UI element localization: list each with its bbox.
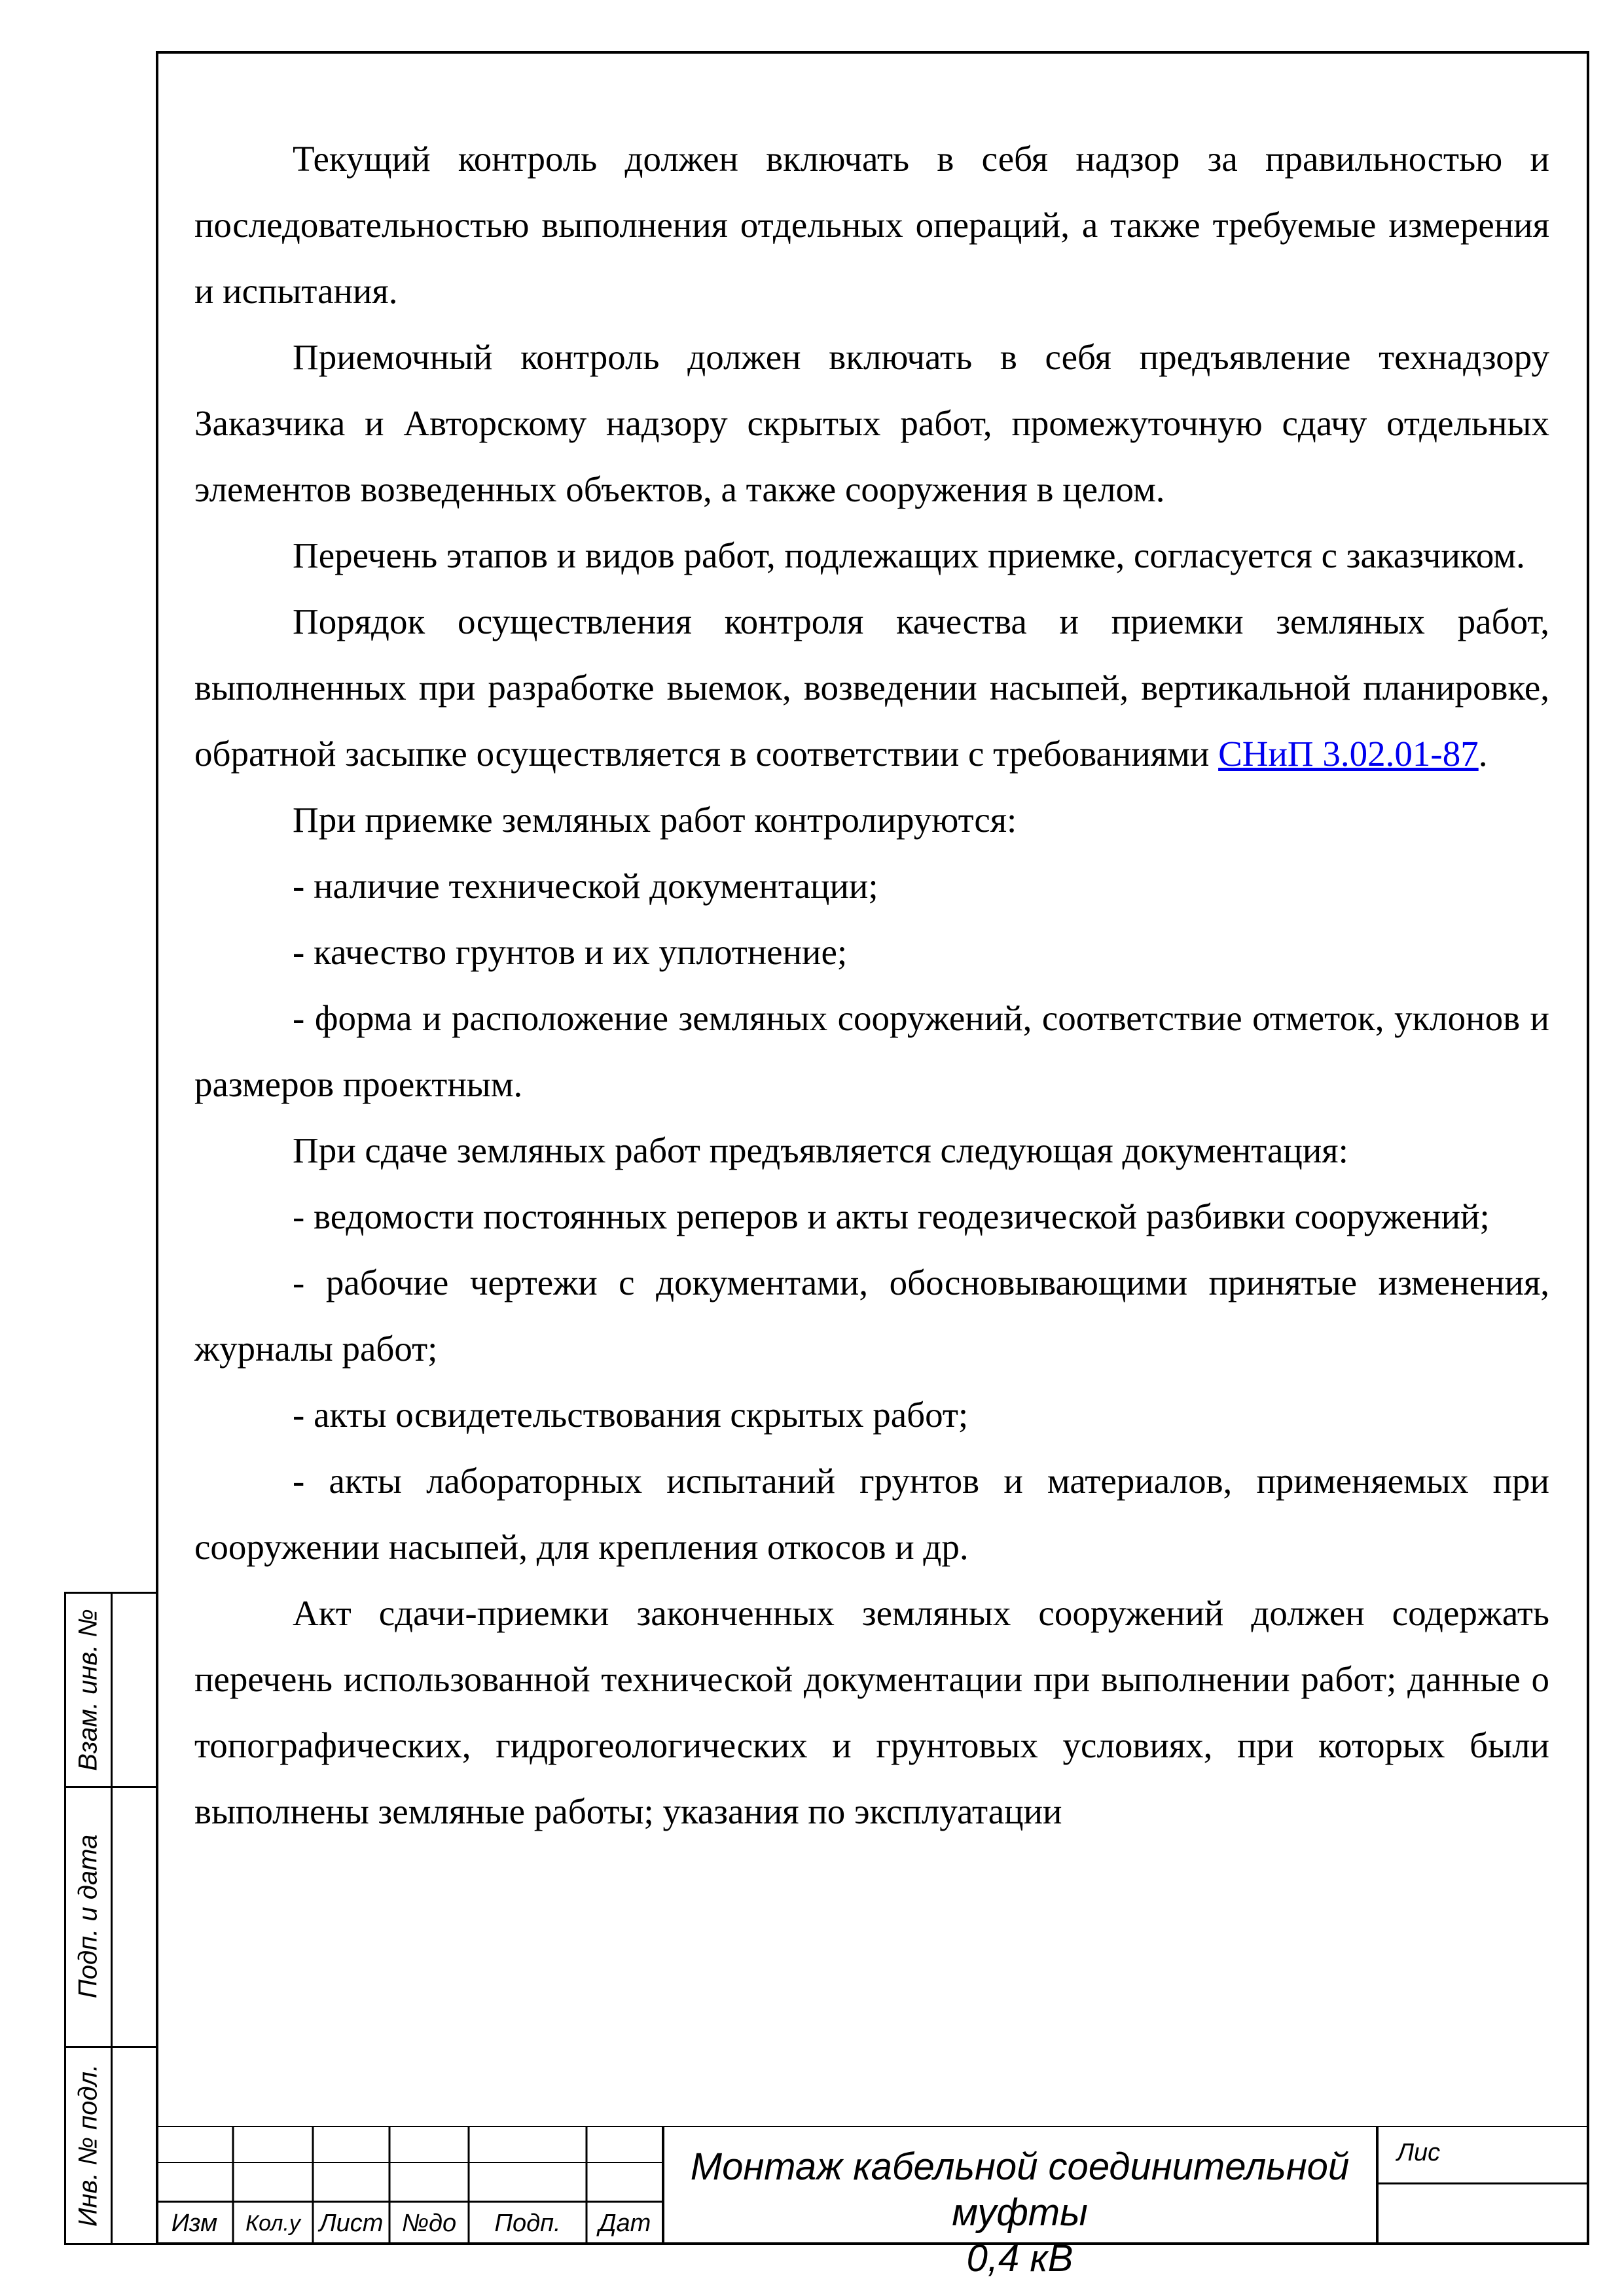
document-title <box>663 2144 1377 2282</box>
document-body <box>194 126 1549 1844</box>
header-kol: Кол.у <box>245 2211 300 2236</box>
side-stamp-podp <box>64 1786 156 2048</box>
side-label-podp: Подп. и дата <box>73 1834 103 1998</box>
paragraph-current-control: Текущий контроль должен включать в себя надзор за правильностью и последовательностью выполнения отдельных операций, а также требуемые измерения и испытания. <box>194 139 1549 311</box>
paragraph-procedure <box>194 588 1549 787</box>
header-doc: №до <box>401 2210 457 2237</box>
side-label-vzam: Взам. инв. № <box>73 1609 103 1771</box>
side-stamp-vzam <box>64 1592 156 1788</box>
procedure-text: Порядок осуществления контроля качества и приемки земляных работ, выполненных при разработке выемок, возведении насыпей, вертикальной планировке, обратной засыпке осуществляется в соответствии с требованиями <box>194 601 1549 774</box>
list-item: - акты лабораторных испытаний грунтов и материалов, применяемых при сооружении насыпей, для крепления откосов и др. <box>194 1461 1549 1567</box>
paragraph-controlled-items: При приемке земляных работ контролируются: <box>293 800 1017 840</box>
list-item: - ведомости постоянных реперов и акты геодезической разбивки сооружений; <box>293 1196 1490 1236</box>
header-podp: Подп. <box>494 2210 561 2237</box>
paragraph-act: Акт сдачи-приемки законченных земляных сооружений должен содержать перечень использованной технической документации при выполнении работ; данные о топографических, гидрогеологических и грунтовых условиях, при которых были выполнены земляные работы; указания по эксплуатации <box>194 1593 1549 1831</box>
header-izm: Изм <box>171 2210 218 2237</box>
paragraph-stages-list: Перечень этапов и видов работ, подлежащих приемке, согласуется с заказчиком. <box>293 535 1525 575</box>
title-block <box>156 2126 1589 2280</box>
paragraph-acceptance-control: Приемочный контроль должен включать в себя предъявление технадзору Заказчика и Авторскому надзору скрытых работ, промежуточную сдачу отдельных элементов возведенных объектов, а также сооружения в целом. <box>194 337 1549 509</box>
side-label-inv: Инв. № подл. <box>73 2064 103 2227</box>
sheet-label: Лис <box>1397 2139 1441 2166</box>
list-item: - акты освидетельствования скрытых работ; <box>293 1395 969 1435</box>
header-data: Дат <box>598 2210 651 2237</box>
list-item: - рабочие чертежи с документами, обосновывающими принятые изменения, журналы работ; <box>194 1263 1549 1369</box>
title-line-1: Монтаж кабельной соединительной муфты <box>690 2145 1350 2234</box>
snip-link[interactable]: СНиП 3.02.01-87 <box>1218 734 1479 774</box>
side-stamp-inv <box>64 2046 156 2245</box>
title-line-2: 0,4 кВ <box>966 2237 1074 2280</box>
list-item: - форма и расположение земляных сооружений, соответствие отметок, уклонов и размеров проектным. <box>194 998 1549 1104</box>
snip-tail: . <box>1478 734 1488 774</box>
list-item: - наличие технической документации; <box>293 866 878 906</box>
paragraph-documentation: При сдаче земляных работ предъявляется следующая документация: <box>293 1130 1348 1170</box>
header-list: Лист <box>319 2210 384 2237</box>
list-item: - качество грунтов и их уплотнение; <box>293 932 848 972</box>
